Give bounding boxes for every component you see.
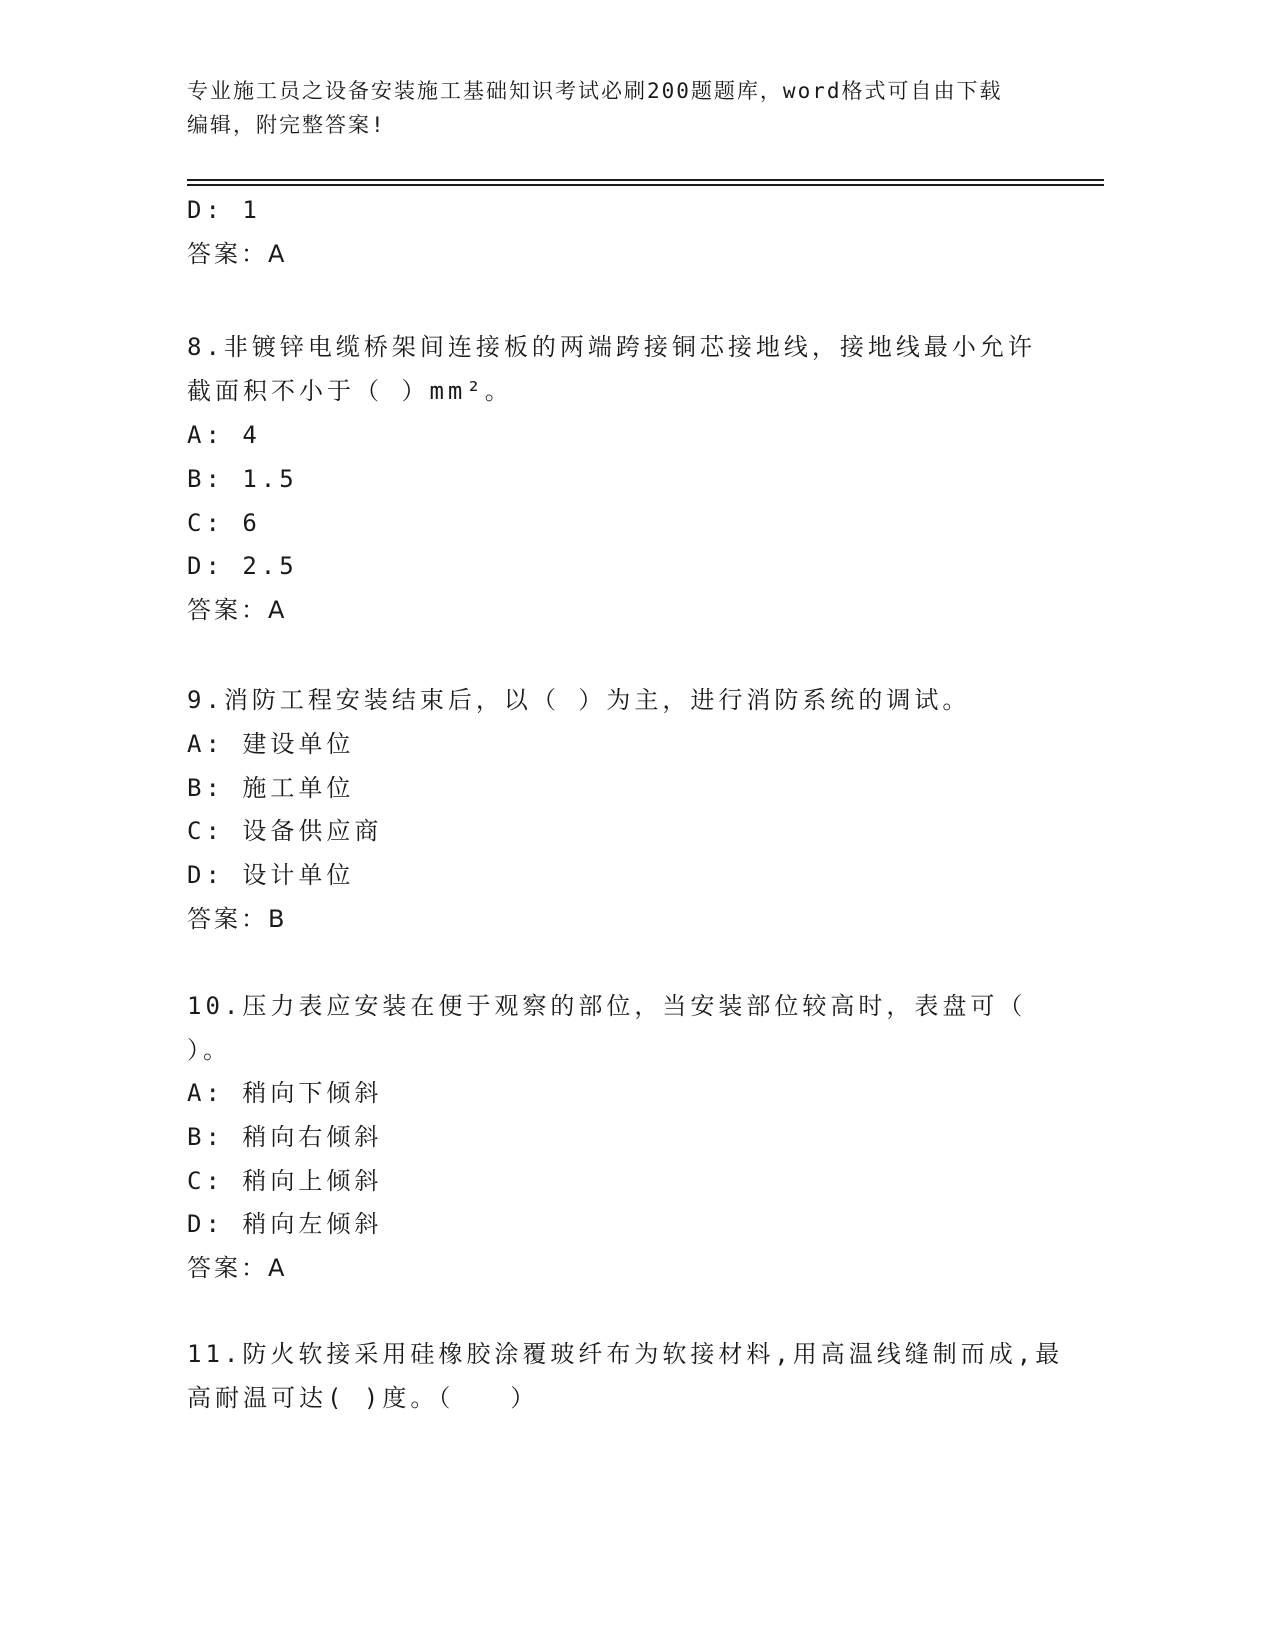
q8-option-d: D: 2.5 <box>187 552 298 580</box>
q8-option-a: A: 4 <box>187 421 261 449</box>
document-header <box>187 74 1087 142</box>
prev-question-answer: 答案：A <box>187 240 288 268</box>
q8-stem-line-2: 截面积不小于（ ）mm²。 <box>187 377 513 405</box>
prev-question-option-d: D: 1 <box>187 196 261 224</box>
q9-option-a: A: 建设单位 <box>187 730 355 758</box>
q10-option-a: A: 稍向下倾斜 <box>187 1079 383 1107</box>
q10-stem-line-2: ）。 <box>187 1036 231 1064</box>
q8-answer: 答案：A <box>187 596 288 624</box>
q8-stem-line-1: 8.非镀锌电缆桥架间连接板的两端跨接铜芯接地线，接地线最小允许 <box>187 333 1036 361</box>
q11-stem-line-1: 11.防火软接采用硅橡胶涂覆玻纤布为软接材料,用高温线缝制而成,最 <box>187 1340 1064 1368</box>
header-divider-bottom <box>187 184 1104 186</box>
q10-option-b: B: 稍向右倾斜 <box>187 1123 383 1151</box>
q10-stem-line-1: 10.压力表应安装在便于观察的部位，当安装部位较高时，表盘可（ <box>187 992 1027 1020</box>
q9-option-c: C: 设备供应商 <box>187 817 383 845</box>
q9-option-b: B: 施工单位 <box>187 774 355 802</box>
header-divider-top <box>187 179 1104 181</box>
q9-stem-line-1: 9.消防工程安装结束后，以（ ）为主，进行消防系统的调试。 <box>187 686 971 714</box>
q10-answer: 答案：A <box>187 1254 288 1282</box>
q8-option-c: C: 6 <box>187 509 261 537</box>
header-title-line-1: 专业施工员之设备安装施工基础知识考试必刷200题题库，word格式可自由下载 <box>187 79 1003 103</box>
q9-option-d: D: 设计单位 <box>187 861 355 889</box>
q8-option-b: B: 1.5 <box>187 465 298 493</box>
q10-option-c: C: 稍向上倾斜 <box>187 1167 383 1195</box>
q9-answer: 答案：B <box>187 905 288 933</box>
header-title-line-2: 编辑，附完整答案! <box>187 113 386 137</box>
q11-stem-line-2: 高耐温可达( )度。（ ） <box>187 1384 539 1412</box>
q10-option-d: D: 稍向左倾斜 <box>187 1210 383 1238</box>
